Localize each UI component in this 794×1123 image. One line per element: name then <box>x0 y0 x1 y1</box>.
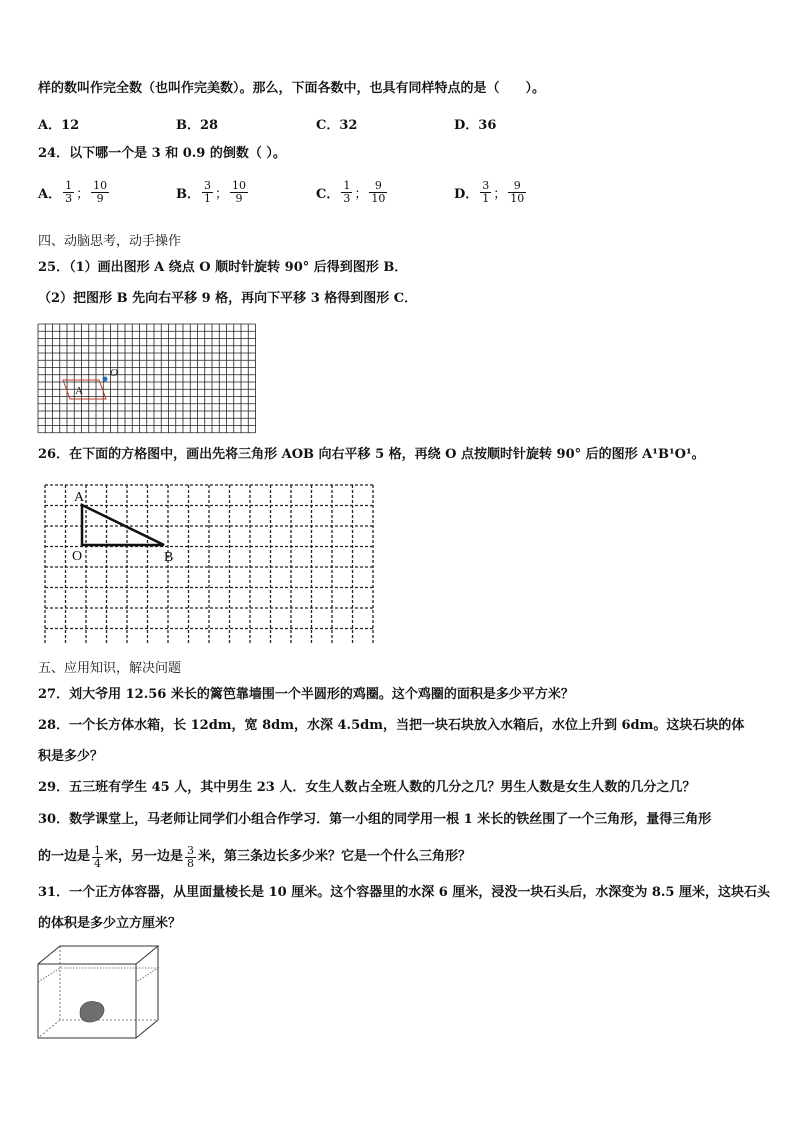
q23-option-d[interactable]: D．36 <box>454 118 497 133</box>
q29-text: 29．五三班有学生 45 人，其中男生 23 人．女生人数占全班人数的几分之几？男生人数是女生人数的几分之几？ <box>38 780 696 795</box>
label-o: O <box>110 367 118 379</box>
q30-line-1: 30．数学课堂上，马老师让同学们小组合作学习．第一小组的同学用一根 1 米长的铁丝围了一个三角形，量得三角形 <box>38 812 712 827</box>
triangle-aob <box>82 505 164 545</box>
q31-line-2: 的体积是多少立方厘米？ <box>38 916 182 931</box>
cube-container-figure <box>36 942 162 1042</box>
q26-text: 26．在下面的方格图中，画出先将三角形 AOB 向右平移 5 格，再绕 O 点按顺时针旋转 90° 后的图形 A¹B¹O¹。 <box>38 447 705 462</box>
q23-option-a[interactable]: A．12 <box>38 118 80 133</box>
q24-option-d[interactable]: D． $\frac{3}{1}$ ； $\frac{9}{10}$ <box>454 179 525 205</box>
label-b: B <box>164 550 174 565</box>
q24-option-b[interactable]: B． $\frac{3}{1}$ ； $\frac{10}{9}$ <box>176 179 247 205</box>
section-4-heading: 四、动脑思考，动手操作 <box>38 234 182 249</box>
q28-line-1: 28．一个长方体水箱，长 12dm，宽 8dm，水深 4.5dm，当把一块石块放入水箱后，水位上升到 6dm。这块石块的体 <box>38 718 745 733</box>
q24-option-c[interactable]: C． $\frac{1}{3}$ ； $\frac{9}{10}$ <box>316 179 386 205</box>
q27-text: 27．刘大爷用 12.56 米长的篱笆靠墙围一个半圆形的鸡圈。这个鸡圈的面积是多少平方米？ <box>38 687 574 702</box>
q24-text: 24．以下哪一个是 3 和 0.9 的倒数（ ）。 <box>38 146 286 161</box>
q26-grid-figure[interactable] <box>44 484 382 646</box>
q25-line-1: 25．（1）画出图形 A 绕点 O 顺时针旋转 90° 后得到图形 B． <box>38 260 408 275</box>
q28-line-2: 积是多少？ <box>38 749 104 764</box>
q24-option-a[interactable]: A． $\frac{1}{3}$ ； $\frac{10}{9}$ <box>38 179 108 205</box>
section-5-heading: 五、应用知识，解决问题 <box>38 661 182 676</box>
q31-line-1: 31．一个正方体容器，从里面量棱长是 10 厘米。这个容器里的水深 6 厘米，浸没一块石头后，水深变为 8.5 厘米，这块石头 <box>38 885 770 900</box>
q23-text: 样的数叫作完全数（也叫作完美数）。那么，下面各数中，也具有同样特点的是（ ）。 <box>38 81 546 96</box>
q23-option-c[interactable]: C．32 <box>316 118 358 133</box>
q23-option-b[interactable]: B．28 <box>176 118 219 133</box>
rock-shape <box>80 1001 104 1022</box>
q25-grid-figure[interactable] <box>36 322 258 434</box>
label-a: A <box>75 385 83 397</box>
label-o: O <box>72 549 83 564</box>
label-a: A <box>74 490 85 505</box>
point-o-marker <box>103 377 108 382</box>
q25-line-2: （2）把图形 B 先向右平移 9 格，再向下平移 3 格得到图形 C． <box>38 291 418 306</box>
q30-line-2: 的一边是 $\frac{1}{4}$ 米，另一边是 $\frac{3}{8}$ 米，第三条边长多少米？它是一个什么三角形？ <box>38 843 472 870</box>
